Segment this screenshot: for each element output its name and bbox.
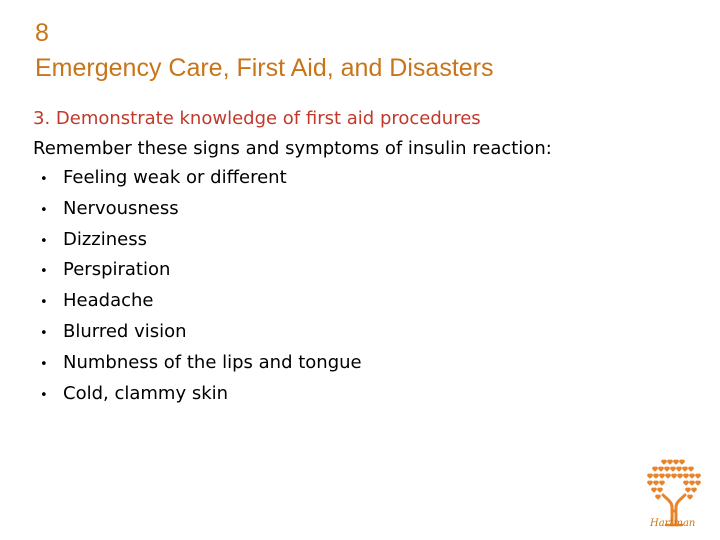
list-item-text: Blurred vision (63, 320, 187, 342)
hartman-logo-text: Hartman (650, 518, 696, 529)
bullet-icon: • (40, 387, 48, 403)
slide-header (35, 16, 494, 86)
bullet-icon: • (40, 325, 48, 341)
bullet-icon: • (40, 172, 48, 187)
intro-text: Remember these signs and symptoms of insulin reaction: (33, 138, 552, 159)
list-item (40, 380, 362, 411)
list-item (40, 195, 362, 226)
slide-subtitle: 3. Demonstrate knowledge of first aid procedures (33, 108, 481, 129)
chapter-number: 8 (35, 19, 49, 47)
chapter-title: Emergency Care, First Aid, and Disasters (35, 54, 494, 82)
bullet-icon: • (40, 295, 48, 311)
bullet-icon: • (40, 233, 48, 249)
list-item-text: Nervousness (63, 197, 179, 219)
list-item (40, 256, 362, 287)
bullet-icon: • (40, 264, 48, 280)
list-item-text: Perspiration (63, 259, 171, 281)
list-item (40, 226, 362, 257)
list-item (40, 349, 362, 380)
list-item (40, 164, 362, 195)
list-item-text: Dizziness (63, 228, 147, 250)
list-item-text: Feeling weak or different (63, 167, 287, 188)
list-item-text: Cold, clammy skin (63, 382, 229, 404)
list-item-text: Headache (63, 290, 154, 312)
list-item (40, 287, 362, 318)
bullet-icon: • (40, 202, 48, 218)
list-item (40, 318, 362, 349)
symptom-list (40, 164, 362, 410)
bullet-icon: • (40, 356, 48, 372)
list-item-text: Numbness of the lips and tongue (63, 351, 362, 373)
